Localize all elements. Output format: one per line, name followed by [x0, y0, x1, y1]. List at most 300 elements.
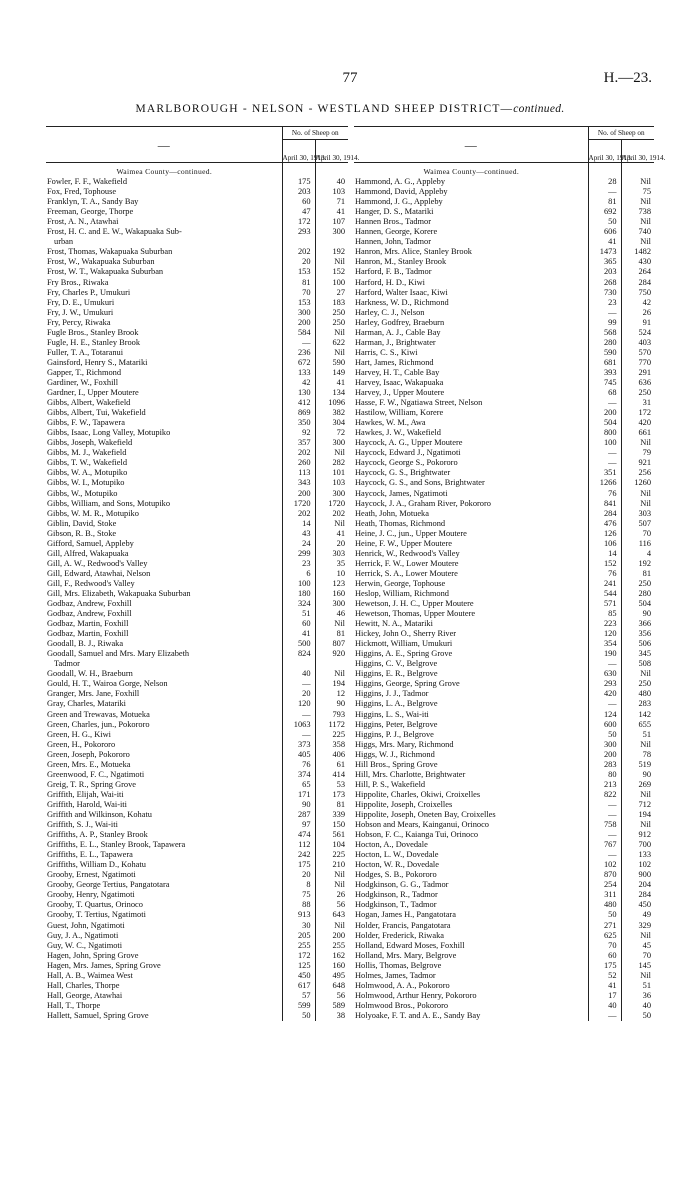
sheep-1913: 357: [282, 438, 315, 448]
title-main: MARLBOROUGH - NELSON - WESTLAND SHEEP DISTRICT—: [135, 103, 514, 115]
owner-name: Gibson, R. B., Stoke: [47, 528, 117, 538]
owner-name: Giblin, David, Stoke: [47, 518, 117, 528]
sheep-1913: 202: [282, 509, 315, 519]
table-row: [46, 187, 348, 197]
sheep-1914: 284: [621, 278, 654, 288]
table-row: [46, 941, 348, 951]
sheep-1914: 590: [315, 358, 348, 368]
table-row: [354, 639, 654, 649]
owner-name: Hart, James, Richmond: [355, 357, 434, 367]
sheep-1913: 23: [588, 298, 621, 308]
table-row: [46, 589, 348, 599]
table-row: [354, 760, 654, 770]
table-row: [354, 710, 654, 720]
table-row: [354, 991, 654, 1001]
table-row: [46, 790, 348, 800]
sheep-1914: 172: [621, 408, 654, 418]
table-row: [354, 579, 654, 589]
sheep-1914: Nil: [621, 237, 654, 247]
owner-name: Gardiner, W., Foxhill: [47, 377, 119, 387]
table-row: [46, 910, 348, 920]
table-row: [46, 448, 348, 458]
sheep-1913: 76: [588, 569, 621, 579]
sheep-1914: Nil: [315, 519, 348, 529]
sheep-1913: 1266: [588, 478, 621, 488]
table-row: [354, 890, 654, 900]
sheep-1914: 225: [315, 730, 348, 740]
owner-name: Harman, A. J., Cable Bay: [355, 327, 441, 337]
sheep-1913: 568: [588, 328, 621, 338]
sheep-1914: 382: [315, 408, 348, 418]
sheep-1913: 20: [282, 870, 315, 880]
sheep-1913: 200: [588, 750, 621, 760]
sheep-1914: 78: [621, 750, 654, 760]
table-row: [46, 509, 348, 519]
sheep-1914: 20: [315, 539, 348, 549]
left-column: [46, 126, 360, 1021]
right-column: [354, 126, 666, 1021]
table-row: [354, 770, 654, 780]
owner-name: Griffiths, E. L., Stanley Brook, Tapawera: [47, 840, 186, 850]
table-row: [46, 599, 348, 609]
sheep-1913: 70: [588, 941, 621, 951]
owner-name: Gibbs, W., Motupiko: [47, 488, 118, 498]
owner-name: Frost, H. C. and E. W., Wakapuaka Sub-: [47, 227, 182, 237]
sheep-1913: —: [588, 659, 621, 669]
sheep-1913: 630: [588, 669, 621, 679]
sheep-1913: 76: [588, 489, 621, 499]
sheep-1913: 260: [282, 458, 315, 468]
owner-name: Godbaz, Andrew, Foxhill: [47, 599, 132, 609]
table-row: [354, 217, 654, 227]
table-title: [0, 103, 700, 115]
table-row: [354, 448, 654, 458]
sheep-1913: 202: [282, 247, 315, 257]
table-row: [46, 267, 348, 277]
sheep-1913: 474: [282, 830, 315, 840]
sheep-1914: Nil: [621, 740, 654, 750]
sheep-1913: 300: [588, 740, 621, 750]
sheep-1913: 172: [282, 951, 315, 961]
sheep-1913: 81: [588, 197, 621, 207]
table-row: [354, 288, 654, 298]
sheep-1913: 203: [282, 187, 315, 197]
sheep-1913: 6: [282, 569, 315, 579]
owner-name: Fowler, F. F., Wakefield: [47, 177, 128, 187]
table-row: [46, 820, 348, 830]
sheep-1913: 1063: [282, 720, 315, 730]
sheep-1914: 81: [621, 569, 654, 579]
sheep-1913: —: [588, 800, 621, 810]
owner-name: Griffith, Elijah, Wai-iti: [47, 789, 124, 799]
owner-name: Henrick, W., Redwood's Valley: [355, 548, 460, 558]
owner-name: Gibbs, Isaac, Long Valley, Motupiko: [47, 428, 171, 438]
sheep-1913: 120: [282, 699, 315, 709]
sheep-1914: 300: [315, 599, 348, 609]
owner-name: Gainsford, Henry S., Matariki: [47, 357, 148, 367]
sheep-1913: 1473: [588, 247, 621, 257]
sheep-1914: 26: [315, 890, 348, 900]
sheep-1914: 300: [315, 489, 348, 499]
sheep-1913: 113: [282, 468, 315, 478]
sheep-1914: 738: [621, 207, 654, 217]
table-row: [46, 418, 348, 428]
owner-name: Gapper, T., Richmond: [47, 367, 122, 377]
table-row: [46, 609, 348, 619]
sheep-1914: 53: [315, 780, 348, 790]
sheep-1913: 14: [588, 549, 621, 559]
sheep-1913: 293: [588, 679, 621, 689]
owner-name: Godbaz, Martin, Foxhill: [47, 619, 129, 629]
sheep-1913: 767: [588, 840, 621, 850]
sheep-1914: 162: [315, 951, 348, 961]
owner-name: Green, H. G., Kiwi: [47, 729, 111, 739]
sheep-table-right: [354, 126, 666, 1021]
sheep-1913: —: [588, 810, 621, 820]
sheep-1913: 241: [588, 579, 621, 589]
sheep-1914: 450: [621, 900, 654, 910]
owner-name: Green, Mrs. E., Motueka: [47, 759, 131, 769]
table-row: [354, 730, 654, 740]
owner-name: Goodall, B. J., Riwaka: [47, 639, 124, 649]
table-row: [46, 991, 348, 1001]
sheep-1913: 175: [282, 860, 315, 870]
sheep-1914: 250: [621, 388, 654, 398]
sheep-1913: —: [588, 699, 621, 709]
sheep-1914: 250: [621, 579, 654, 589]
owner-name: Guest, John, Ngatimoti: [47, 920, 125, 930]
table-row: [354, 931, 654, 941]
county-heading: Waimea County—continued.: [116, 167, 213, 176]
table-row: [46, 458, 348, 468]
table-row: [354, 458, 654, 468]
sheep-1913: 480: [588, 900, 621, 910]
owner-name: Herwin, George, Tophouse: [355, 578, 446, 588]
sheep-1914: 414: [315, 770, 348, 780]
sheep-1913: 30: [282, 921, 315, 931]
owner-name: Goodall, Samuel and Mrs. Mary Elizabeth: [47, 649, 190, 659]
sheep-1913: 175: [588, 961, 621, 971]
sheep-1913: 351: [588, 468, 621, 478]
owner-name: Herrick, S. A., Lower Moutere: [355, 568, 458, 578]
owner-name: Hewetson, J. H. C., Upper Moutere: [355, 599, 474, 609]
document-reference: H.—23.: [603, 70, 652, 86]
table-row: [46, 227, 348, 237]
table-row: [354, 418, 654, 428]
table-row: [46, 689, 348, 699]
sheep-1913: 60: [588, 951, 621, 961]
table-row: [354, 227, 654, 237]
sheep-1914: 256: [621, 468, 654, 478]
table-row: [354, 870, 654, 880]
sheep-1913: 405: [282, 750, 315, 760]
owner-name: Holland, Mrs. Mary, Belgrove: [355, 950, 457, 960]
sheep-1913: 200: [588, 408, 621, 418]
table-row: [46, 489, 348, 499]
sheep-1913: 76: [282, 760, 315, 770]
sheep-1914: 912: [621, 830, 654, 840]
name-column-header: —: [46, 127, 282, 163]
table-row: [46, 971, 348, 981]
year-1914-header: April 30, 1914.: [621, 140, 654, 163]
sheep-1914: 123: [315, 579, 348, 589]
sheep-1914: 50: [621, 1011, 654, 1021]
owner-name: Hickmott, William, Umukuri: [355, 639, 453, 649]
owner-name: Freeman, George, Thorpe: [47, 207, 134, 217]
owner-name: Franklyn, T. A., Sandy Bay: [47, 197, 139, 207]
sheep-1913: 130: [282, 388, 315, 398]
owner-name: Gibbs, William, and Sons, Motupiko: [47, 498, 171, 508]
owner-name: Higgins, Peter, Belgrove: [355, 719, 438, 729]
table-row: [354, 257, 654, 267]
table-row: [354, 780, 654, 790]
sheep-1913: 102: [588, 860, 621, 870]
sheep-1913: 824: [282, 649, 315, 659]
table-row: [46, 931, 348, 941]
sheep-1914: 225: [315, 850, 348, 860]
sheep-1913: 299: [282, 549, 315, 559]
sheep-1914: 807: [315, 639, 348, 649]
sheep-1914: 561: [315, 830, 348, 840]
table-row: [354, 790, 654, 800]
owner-name: Harvey, J., Upper Moutere: [355, 388, 445, 398]
table-row: [354, 599, 654, 609]
table-row: [354, 971, 654, 981]
owner-name: Herrick, F. W., Lower Moutere: [355, 558, 459, 568]
sheep-1913: 40: [282, 669, 315, 679]
sheep-1913: 476: [588, 519, 621, 529]
sheep-1913: —: [588, 398, 621, 408]
sheep-1913: 1720: [282, 499, 315, 509]
owner-name: Harford, Walter Isaac, Kiwi: [355, 287, 448, 297]
sheep-1914: Nil: [621, 820, 654, 830]
owner-name: Harley, Godfrey, Braeburn: [355, 317, 445, 327]
sheep-1913: 153: [282, 298, 315, 308]
table-row: [354, 740, 654, 750]
sheep-1913: 180: [282, 589, 315, 599]
sheep-1913: 42: [282, 378, 315, 388]
owner-name: Higgs, W. J., Richmond: [355, 749, 435, 759]
sheep-1914: 41: [315, 378, 348, 388]
sheep-1913: 271: [588, 921, 621, 931]
sheep-1914: 51: [621, 730, 654, 740]
sheep-1914: 636: [621, 378, 654, 388]
owner-name: Harley, C. J., Nelson: [355, 307, 425, 317]
owner-name: Higgins, J. J., Tadmor: [355, 689, 429, 699]
table-row: [46, 860, 348, 870]
sheep-1914: 589: [315, 1001, 348, 1011]
table-row: [354, 800, 654, 810]
sheep-1913: 393: [588, 368, 621, 378]
sheep-1913: 284: [588, 509, 621, 519]
title-continued: continued.: [513, 103, 565, 115]
owner-name: Hanger, D. S., Matariki: [355, 207, 434, 217]
sheep-1914: Nil: [621, 971, 654, 981]
sheep-1914: 269: [621, 780, 654, 790]
owner-name: Heine, J. C., jun., Upper Moutere: [355, 528, 467, 538]
table-row: [354, 860, 654, 870]
sheep-1913: 870: [588, 870, 621, 880]
sheep-1914: 160: [315, 961, 348, 971]
owner-name: Gibbs, W. A., Motupiko: [47, 468, 128, 478]
sheep-1913: 60: [282, 619, 315, 629]
sheep-1914: 173: [315, 790, 348, 800]
owner-name: Gibbs, Albert, Wakefield: [47, 398, 131, 408]
sheep-1914: 70: [621, 951, 654, 961]
sheep-1914: Nil: [621, 499, 654, 509]
sheep-1914: 403: [621, 338, 654, 348]
sheep-1913: 175: [282, 177, 315, 187]
sheep-1914: 101: [315, 468, 348, 478]
sheep-1913: —: [588, 308, 621, 318]
owner-name: Higgins, George, Spring Grove: [355, 679, 460, 689]
owner-name: Hippolite, Joseph, Oneten Bay, Croixelles: [355, 810, 496, 819]
sheep-1914: 192: [315, 247, 348, 257]
table-row: [46, 197, 348, 207]
sheep-1913: 625: [588, 931, 621, 941]
sheep-1914: 480: [621, 689, 654, 699]
sheep-1913: 88: [282, 900, 315, 910]
owner-name: Hill Bros., Spring Grove: [355, 759, 438, 769]
table-row: [354, 679, 654, 689]
sheep-1914: 339: [315, 810, 348, 820]
sheep-1913: 85: [588, 609, 621, 619]
table-row: [354, 358, 654, 368]
table-row: [354, 559, 654, 569]
table-row: [354, 247, 654, 257]
table-row: [354, 388, 654, 398]
sheep-1913: 544: [588, 589, 621, 599]
sheep-1914: 61: [315, 760, 348, 770]
owner-name: Gill, F., Redwood's Valley: [47, 578, 135, 588]
sheep-1914: 45: [621, 941, 654, 951]
sheep-1914: 921: [621, 458, 654, 468]
sheep-1914: 570: [621, 348, 654, 358]
table-row: [46, 830, 348, 840]
owner-name: Tadmor: [54, 659, 80, 669]
sheep-1913: 255: [282, 941, 315, 951]
table-row: [46, 519, 348, 529]
owner-name: Gill, Alfred, Wakapuaka: [47, 548, 129, 558]
table-row: [46, 348, 348, 358]
owner-name: Hall, George, Atawhai: [47, 990, 123, 1000]
sheep-1913: 43: [282, 529, 315, 539]
sheep-1913: 584: [282, 328, 315, 338]
sheep-1913: 758: [588, 820, 621, 830]
sheep-1913: 153: [282, 267, 315, 277]
sheep-1913: 50: [588, 217, 621, 227]
table-row: [46, 388, 348, 398]
owner-name: Heath, John, Motueka: [355, 508, 429, 518]
table-row: [46, 619, 348, 629]
owner-name: Hasse, F. W., Ngatiawa Street, Nelson: [355, 398, 483, 408]
sheep-1913: 126: [588, 529, 621, 539]
sheep-1913: —: [588, 458, 621, 468]
table-row: [354, 699, 654, 709]
sheep-1914: Nil: [315, 870, 348, 880]
table-row: [354, 298, 654, 308]
owner-name: Hawkes, W. M., Awa: [355, 418, 426, 428]
sheep-1913: 324: [282, 599, 315, 609]
sheep-1913: —: [282, 730, 315, 740]
owner-name: Hagen, Mrs. James, Spring Grove: [47, 960, 161, 970]
sheep-1914: 793: [315, 710, 348, 720]
owner-name: Hickey, John O., Sherry River: [355, 629, 457, 639]
table-row: [354, 428, 654, 438]
table-row: [46, 921, 348, 931]
sheep-1914: Nil: [315, 257, 348, 267]
table-row: [46, 288, 348, 298]
table-row: [354, 589, 654, 599]
sheep-1914: 200: [315, 931, 348, 941]
table-row: [354, 810, 654, 820]
sheep-1914: 116: [621, 539, 654, 549]
sheep-1913: —: [588, 448, 621, 458]
sheep-1914: 102: [621, 860, 654, 870]
table-row: [46, 679, 348, 689]
table-row: [354, 338, 654, 348]
table-row: [354, 820, 654, 830]
sheep-1914: 210: [315, 860, 348, 870]
table-row: [354, 267, 654, 277]
sheep-1914: 920: [315, 649, 348, 659]
sheep-1914: 40: [315, 177, 348, 187]
owner-name: Hocton, A., Dovedale: [355, 840, 428, 850]
table-row: [354, 549, 654, 559]
sheep-1914: 133: [621, 850, 654, 860]
sheep-1913: 28: [588, 177, 621, 187]
table-row: [354, 569, 654, 579]
owner-name: Hewetson, Thomas, Upper Moutere: [355, 609, 476, 619]
sheep-1914: 79: [621, 448, 654, 458]
table-row: [46, 468, 348, 478]
sheep-1914: 150: [315, 820, 348, 830]
owner-name: Fry, J. W., Umukuri: [47, 307, 114, 317]
table-row: [354, 519, 654, 529]
sheep-1913: 200: [282, 318, 315, 328]
table-row: [46, 207, 348, 217]
table-row: [354, 921, 654, 931]
sheep-1914: 56: [315, 900, 348, 910]
sheep-1913: —: [588, 850, 621, 860]
owner-name: Griffiths, E. L., Tapawera: [47, 850, 133, 860]
sheep-1913: 672: [282, 358, 315, 368]
sheep-1913: 60: [282, 197, 315, 207]
sheep-1914: Nil: [315, 348, 348, 358]
sheep-1914: 12: [315, 689, 348, 699]
owner-name: Gifford, Samuel, Appleby: [47, 538, 134, 548]
owner-name: Fox, Fred, Tophouse: [47, 187, 117, 197]
table-row: [354, 368, 654, 378]
owner-name: Hanron, Mrs. Alice, Stanley Brook: [355, 247, 472, 257]
sheep-1914: 194: [621, 810, 654, 820]
table-row: [354, 438, 654, 448]
table-row: [46, 900, 348, 910]
owner-name: Heine, F. W., Upper Moutere: [355, 538, 453, 548]
sheep-1913: 354: [588, 639, 621, 649]
sheep-1914: 345: [621, 649, 654, 659]
sheep-1914: 1482: [621, 247, 654, 257]
sheep-1913: 81: [282, 278, 315, 288]
sheep-1913: 23: [282, 559, 315, 569]
sheep-1914: 430: [621, 257, 654, 267]
table-row: [354, 840, 654, 850]
sheep-1914: Nil: [315, 880, 348, 890]
owner-name: Haycock, G. S., and Sons, Brightwater: [355, 478, 485, 488]
sheep-1913: 17: [588, 991, 621, 1001]
table-row: [46, 539, 348, 549]
owner-name: Higgins, L. A., Belgrove: [355, 699, 438, 709]
